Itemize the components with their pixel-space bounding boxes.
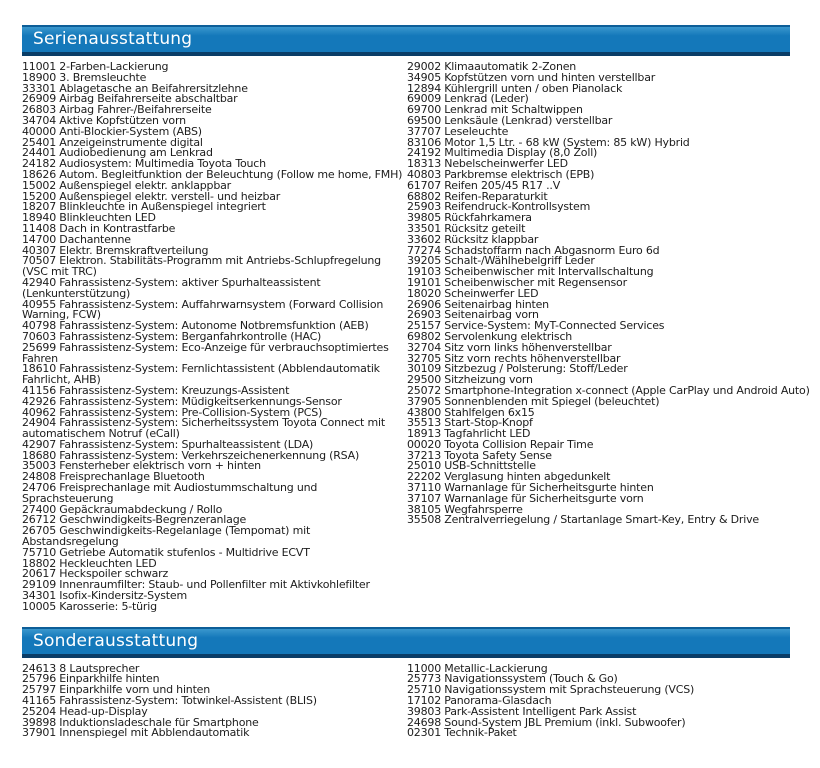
equipment-item-label: Fahrassistenz-System: Pre-Collision-System (PCS): [59, 405, 323, 419]
equipment-item-label: Scheibenwischer mit Intervallschaltung: [444, 265, 654, 279]
equipment-item-code: 37107: [407, 491, 441, 505]
equipment-item-code: 33501: [407, 221, 441, 235]
equipment-item-label: Fensterheber elektrisch vorn + hinten: [59, 459, 261, 473]
equipment-item-label: USB-Schnittstelle: [444, 459, 536, 473]
equipment-item-label: Scheinwerfer LED: [444, 286, 539, 300]
equipment-item-code: 26712: [22, 513, 56, 527]
equipment-item-label: Wegfahrsperre: [444, 502, 523, 516]
equipment-item-code: 10005: [22, 599, 56, 613]
equipment-item-code: 38105: [407, 502, 441, 516]
equipment-item-label: Fahrassistenz-System: Berganfahrkontrolle (HAC): [59, 329, 322, 343]
equipment-item-label: Außenspiegel elektr. verstell- und heizbar: [59, 189, 281, 203]
equipment-item-code: 35513: [407, 416, 441, 430]
equipment-item-label: Heckleuchten LED: [59, 556, 157, 570]
equipment-item-code: 20617: [22, 567, 56, 581]
equipment-item-code: 69700: [407, 103, 441, 117]
equipment-item-label: Head-up-Display: [59, 704, 148, 718]
equipment-item-label: Airbag Beifahrerseite abschaltbar: [59, 92, 238, 106]
equipment-item-label: Einparkhilfe hinten: [59, 672, 160, 686]
standard-equipment-columns: [22, 62, 820, 613]
equipment-item-code: 18207: [22, 200, 56, 214]
equipment-item-code: 40955: [22, 297, 56, 311]
equipment-item-code: 18610: [22, 362, 56, 376]
equipment-item-code: 42907: [22, 437, 56, 451]
equipment-item: [22, 728, 407, 739]
equipment-item-label: Seitenairbag hinten: [444, 297, 549, 311]
equipment-item-code: 18680: [22, 448, 56, 462]
equipment-item-label: Technik-Paket: [444, 726, 517, 740]
equipment-item-label: Seitenairbag vorn: [444, 308, 539, 322]
equipment-item-label: Fahrassistenz-System: Spurhalteassistent (LDA): [59, 437, 314, 451]
optional-equipment-columns: [22, 661, 820, 740]
equipment-item-label: Dachantenne: [59, 232, 131, 246]
equipment-item-label: Fahrassistenz-System: Fernlichtassistent (Abblendautomatik Fahrlicht, AHB): [22, 362, 380, 387]
optional-equipment-title: Sonderausstattung: [33, 630, 199, 651]
equipment-item-label: Smartphone-Integration x-connect (Apple CarPlay und Android Auto): [444, 383, 810, 397]
equipment-item-label: Reifen 205/45 R17 ..V: [444, 178, 561, 192]
equipment-item-code: 25010: [407, 459, 441, 473]
equipment-item-code: 40000: [22, 124, 56, 138]
equipment-item-label: Elektron. Stabilitäts-Programm mit Antriebs-Schlupfregelung (VSC mit TRC): [22, 254, 381, 279]
equipment-item-label: Service-System: MyT-Connected Services: [444, 319, 665, 333]
equipment-item-code: 77274: [407, 243, 441, 257]
equipment-item-code: 37901: [22, 726, 56, 740]
equipment-item-label: Warnanlage für Sicherheitsgurte vorn: [444, 491, 644, 505]
equipment-item-code: 29002: [407, 60, 441, 73]
equipment-item-code: 75710: [22, 545, 56, 559]
equipment-item-label: 8 Lautsprecher: [59, 661, 140, 675]
equipment-item-code: 24808: [22, 470, 56, 484]
equipment-item-label: Scheibenwischer mit Regensensor: [444, 275, 627, 289]
equipment-item-code: 24401: [22, 146, 56, 160]
equipment-item-label: Rücksitz klappbar: [444, 232, 539, 246]
equipment-item-code: 70507: [22, 254, 56, 268]
equipment-item-code: 02301: [407, 726, 441, 740]
equipment-item: [407, 515, 820, 526]
equipment-item-code: 40803: [407, 167, 441, 181]
equipment-item-code: 39898: [22, 715, 56, 729]
equipment-item-code: 41165: [22, 694, 56, 708]
equipment-item-code: 25699: [22, 340, 56, 354]
equipment-item-label: Lenksäule (Lenkrad) verstellbar: [444, 113, 613, 127]
equipment-item-code: 24182: [22, 157, 56, 171]
equipment-item-label: Start-Stop-Knopf: [444, 416, 533, 430]
equipment-item-label: Getriebe Automatik stufenlos - Multidrive ECVT: [59, 545, 310, 559]
equipment-item-label: Blinkleuchten LED: [59, 211, 156, 225]
equipment-item-code: 26705: [22, 524, 56, 538]
equipment-item-label: 3. Bremsleuchte: [59, 70, 147, 84]
equipment-item-code: 35508: [407, 513, 441, 527]
equipment-item-code: 14700: [22, 232, 56, 246]
equipment-item-label: Fahrassistenz-System: Kreuzungs-Assistent: [59, 383, 290, 397]
equipment-item-code: 11408: [22, 221, 56, 235]
equipment-item-code: 18626: [22, 167, 56, 181]
equipment-item-label: Sitz vorn rechts höhenverstellbar: [444, 351, 621, 365]
equipment-item-label: Tagfahrlicht LED: [444, 427, 531, 441]
standard-equipment-header-bar: [22, 25, 790, 56]
equipment-item-label: Sitzheizung vorn: [444, 373, 533, 387]
equipment-item-label: Stahlfelgen 6x15: [444, 405, 535, 419]
equipment-item-label: Klimaautomatik 2-Zonen: [444, 60, 577, 73]
equipment-item-label: Navigationssystem mit Sprachsteuerung (VCS): [444, 683, 695, 697]
equipment-item-code: 27400: [22, 502, 56, 516]
equipment-item-label: Außenspiegel elektr. anklappbar: [59, 178, 231, 192]
equipment-item-code: 25797: [22, 683, 56, 697]
equipment-item-code: 40962: [22, 405, 56, 419]
equipment-item-code: 24706: [22, 481, 56, 495]
equipment-item-code: 42940: [22, 275, 56, 289]
equipment-item-code: 42926: [22, 394, 56, 408]
equipment-item-label: Fahrassistenz-System: Autonome Notbremsfunktion (AEB): [59, 319, 369, 333]
equipment-item-code: 24904: [22, 416, 56, 430]
equipment-item-label: Schadstoffarm nach Abgasnorm Euro 6d: [444, 243, 660, 257]
equipment-item-label: Geschwindigkeits-Regelanlage (Tempomat) mit Abstandsregelung: [22, 524, 311, 549]
equipment-item: [22, 340, 407, 365]
equipment-item-label: Lenkrad (Leder): [444, 92, 529, 106]
equipment-item-code: 18940: [22, 211, 56, 225]
equipment-item-label: Innenspiegel mit Abblendautomatik: [59, 726, 250, 740]
equipment-item-label: Lenkrad mit Schaltwippen: [444, 103, 583, 117]
equipment-item-code: 25204: [22, 704, 56, 718]
equipment-item-label: Freisprechanlage Bluetooth: [59, 470, 205, 484]
equipment-item-label: Ablagetasche an Beifahrersitzlehne: [59, 81, 248, 95]
equipment-item-code: 33602: [407, 232, 441, 246]
equipment-item-label: Reifendruck-Kontrollsystem: [444, 200, 591, 214]
equipment-item-code: 39205: [407, 254, 441, 268]
standard-equipment-column-right: [407, 62, 820, 613]
equipment-item-code: 19103: [407, 265, 441, 279]
equipment-item-label: Airbag Fahrer-/Beifahrerseite: [59, 103, 212, 117]
equipment-item-code: 18913: [407, 427, 441, 441]
equipment-item-label: Gepäckraumabdeckung / Rollo: [59, 502, 223, 516]
equipment-item-label: Motor 1,5 Ltr. - 68 kW (System: 85 kW) Hybrid: [444, 135, 690, 149]
equipment-item-label: Autom. Begleitfunktion der Beleuchtung (Follow me home, FMH): [59, 167, 403, 181]
optional-equipment-column-right: [407, 661, 820, 740]
equipment-item-label: Leseleuchte: [444, 124, 509, 138]
equipment-item-label: Zentralverriegelung / Startanlage Smart-Key, Entry & Drive: [444, 513, 759, 527]
equipment-item-code: 12894: [407, 81, 441, 95]
equipment-item-label: Heckspoiler schwarz: [59, 567, 169, 581]
equipment-item-code: 25157: [407, 319, 441, 333]
equipment-item-code: 68802: [407, 189, 441, 203]
equipment-item-code: 25710: [407, 683, 441, 697]
equipment-item-code: 34704: [22, 113, 56, 127]
equipment-item: [22, 418, 407, 440]
equipment-item-code: 69802: [407, 329, 441, 343]
equipment-item-label: Schalt-/Wählhebelgriff Leder: [444, 254, 595, 268]
equipment-item-label: Kopfstützen vorn und hinten verstellbar: [444, 70, 656, 84]
equipment-item: [22, 256, 407, 278]
equipment-item: [407, 728, 820, 739]
equipment-item-code: 35003: [22, 459, 56, 473]
equipment-item-code: 37110: [407, 481, 441, 495]
optional-equipment-column-left: [22, 661, 407, 740]
equipment-item-label: Audiosystem: Multimedia Toyota Touch: [59, 157, 266, 171]
equipment-item-label: Fahrassistenz-System: Eco-Anzeige für verbrauchsoptimiertes Fahren: [22, 340, 389, 365]
equipment-item-code: 33301: [22, 81, 56, 95]
equipment-item-label: Fahrassistenz-System: Totwinkel-Assistent (BLIS): [59, 694, 317, 708]
equipment-item-code: 26906: [407, 297, 441, 311]
equipment-item-code: 15002: [22, 178, 56, 192]
standard-equipment-title: Serienausstattung: [33, 29, 193, 49]
equipment-item-label: Verglasung hinten abgedunkelt: [444, 470, 611, 484]
equipment-item-label: Nebelscheinwerfer LED: [444, 157, 568, 171]
equipment-item-code: 61707: [407, 178, 441, 192]
equipment-item-code: 69009: [407, 92, 441, 106]
equipment-item-label: Parkbremse elektrisch (EPB): [444, 167, 595, 181]
equipment-item-code: 25903: [407, 200, 441, 214]
equipment-item-label: Panorama-Glasdach: [444, 694, 552, 708]
equipment-item-label: Rückfahrkamera: [444, 211, 532, 225]
equipment-item-label: Innenraumfilter: Staub- und Pollenfilter mit Aktivkohlefilter: [59, 578, 370, 592]
equipment-item-label: Fahrassistenz-System: Auffahrwarnsystem (Forward Collision Warning, FCW): [22, 297, 384, 322]
equipment-item-code: 37905: [407, 394, 441, 408]
equipment-item-label: Rücksitz geteilt: [444, 221, 526, 235]
equipment-item-code: 18313: [407, 157, 441, 171]
equipment-item-code: 39803: [407, 704, 441, 718]
equipment-item: [22, 599, 407, 613]
equipment-item-label: Warnanlage für Sicherheitsgurte hinten: [444, 481, 654, 495]
equipment-item-label: Kühlergrill unten / oben Pianolack: [444, 81, 623, 95]
equipment-item-label: Aktive Kopfstützen vorn: [59, 113, 186, 127]
equipment-item-label: Sound-System JBL Premium (inkl. Subwoofer): [444, 715, 686, 729]
equipment-item-label: Multimedia Display (8,0 Zoll): [444, 146, 598, 160]
equipment-item-label: Fahrassistenz-System: Sicherheitssystem Toyota Connect mit automatischem Notruf (eCall): [22, 416, 385, 441]
equipment-item-label: Reifen-Reparaturkit: [444, 189, 548, 203]
equipment-item-code: 26909: [22, 92, 56, 106]
equipment-item-code: 25401: [22, 135, 56, 149]
equipment-item: [22, 526, 407, 548]
section-standard-equipment: [22, 25, 810, 613]
equipment-item: [22, 275, 407, 300]
equipment-item-code: 40307: [22, 243, 56, 257]
equipment-item-label: Sonnenblenden mit Spiegel (beleuchtet): [444, 394, 660, 408]
equipment-item-code: 25072: [407, 383, 441, 397]
equipment-item-label: Audiobedienung am Lenkrad: [59, 146, 213, 160]
equipment-item-code: 15200: [22, 189, 56, 203]
equipment-item-code: 32705: [407, 351, 441, 365]
equipment-item-code: 37707: [407, 124, 441, 138]
equipment-item-code: 19101: [407, 275, 441, 289]
equipment-item-label: Toyota Collision Repair Time: [444, 437, 594, 451]
equipment-item-code: 25773: [407, 672, 441, 686]
equipment-item-code: 26803: [22, 103, 56, 117]
equipment-item-label: Dach in Kontrastfarbe: [59, 221, 176, 235]
equipment-item-code: 25796: [22, 672, 56, 686]
equipment-item-label: Einparkhilfe vorn und hinten: [59, 683, 211, 697]
equipment-item-code: 24192: [407, 146, 441, 160]
equipment-item-code: 11001: [22, 60, 56, 73]
equipment-item-code: 32704: [407, 340, 441, 354]
equipment-item-label: Elektr. Bremskraftverteilung: [59, 243, 209, 257]
equipment-item-code: 18900: [22, 70, 56, 84]
equipment-item-code: 18802: [22, 556, 56, 570]
equipment-item-label: Fahrassistenz-System: Müdigkeitserkennungs-Sensor: [59, 394, 342, 408]
equipment-item-label: Sitz vorn links höhenverstellbar: [444, 340, 612, 354]
equipment-item-label: Blinkleuchte in Außenspiegel integriert: [59, 200, 266, 214]
equipment-item-code: 24613: [22, 661, 56, 675]
equipment-item-code: 70603: [22, 329, 56, 343]
equipment-item-code: 26903: [407, 308, 441, 322]
optional-equipment-header-bar: [22, 627, 790, 658]
equipment-item-label: Navigationssystem (Touch & Go): [444, 672, 618, 686]
equipment-item-code: 30109: [407, 362, 441, 376]
equipment-item-code: 29500: [407, 373, 441, 387]
equipment-item: [22, 483, 407, 505]
equipment-item-code: 37213: [407, 448, 441, 462]
equipment-item-label: Anti-Blockier-System (ABS): [59, 124, 202, 138]
equipment-item-label: Toyota Safety Sense: [444, 448, 552, 462]
equipment-item-code: 39805: [407, 211, 441, 225]
equipment-item-label: Induktionsladeschale für Smartphone: [59, 715, 259, 729]
equipment-item-code: 29109: [22, 578, 56, 592]
equipment-item: [22, 297, 407, 322]
equipment-item-label: Geschwindigkeits-Begrenzeranlage: [59, 513, 247, 527]
equipment-item-code: 17102: [407, 694, 441, 708]
equipment-item-code: 22202: [407, 470, 441, 484]
equipment-item-code: 83106: [407, 135, 441, 149]
equipment-item-code: 18020: [407, 286, 441, 300]
equipment-item-label: Karosserie: 5-türig: [59, 599, 157, 613]
section-optional-equipment: [22, 627, 810, 740]
equipment-item: [22, 364, 407, 386]
equipment-item-label: Sitzbezug / Polsterung: Stoff/Leder: [444, 362, 628, 376]
equipment-item-code: 43800: [407, 405, 441, 419]
equipment-item-label: Fahrassistenz-System: Verkehrszeichenerkennung (RSA): [59, 448, 360, 462]
equipment-item-code: 34905: [407, 70, 441, 84]
equipment-item-label: Isofix-Kindersitz-System: [59, 589, 187, 603]
equipment-item-code: 34301: [22, 589, 56, 603]
equipment-item-code: 00020: [407, 437, 441, 451]
equipment-item-code: 11000: [407, 661, 441, 675]
equipment-item-label: Anzeigeinstrumente digital: [59, 135, 203, 149]
standard-equipment-column-left: [22, 62, 407, 613]
equipment-item-code: 24698: [407, 715, 441, 729]
equipment-item-code: 41156: [22, 383, 56, 397]
equipment-item-label: Servolenkung elektrisch: [444, 329, 573, 343]
equipment-item-label: Freisprechanlage mit Audiostummschaltung und Sprachsteuerung: [22, 481, 318, 505]
equipment-item-code: 40798: [22, 319, 56, 333]
equipment-item-label: 2-Farben-Lackierung: [59, 60, 169, 73]
equipment-item-label: Park-Assistent Intelligent Park Assist: [444, 704, 637, 718]
equipment-item-label: Metallic-Lackierung: [444, 661, 548, 675]
equipment-item-label: Fahrassistenz-System: aktiver Spurhalteassistent (Lenkunterstützung): [22, 275, 321, 300]
equipment-item-code: 69500: [407, 113, 441, 127]
